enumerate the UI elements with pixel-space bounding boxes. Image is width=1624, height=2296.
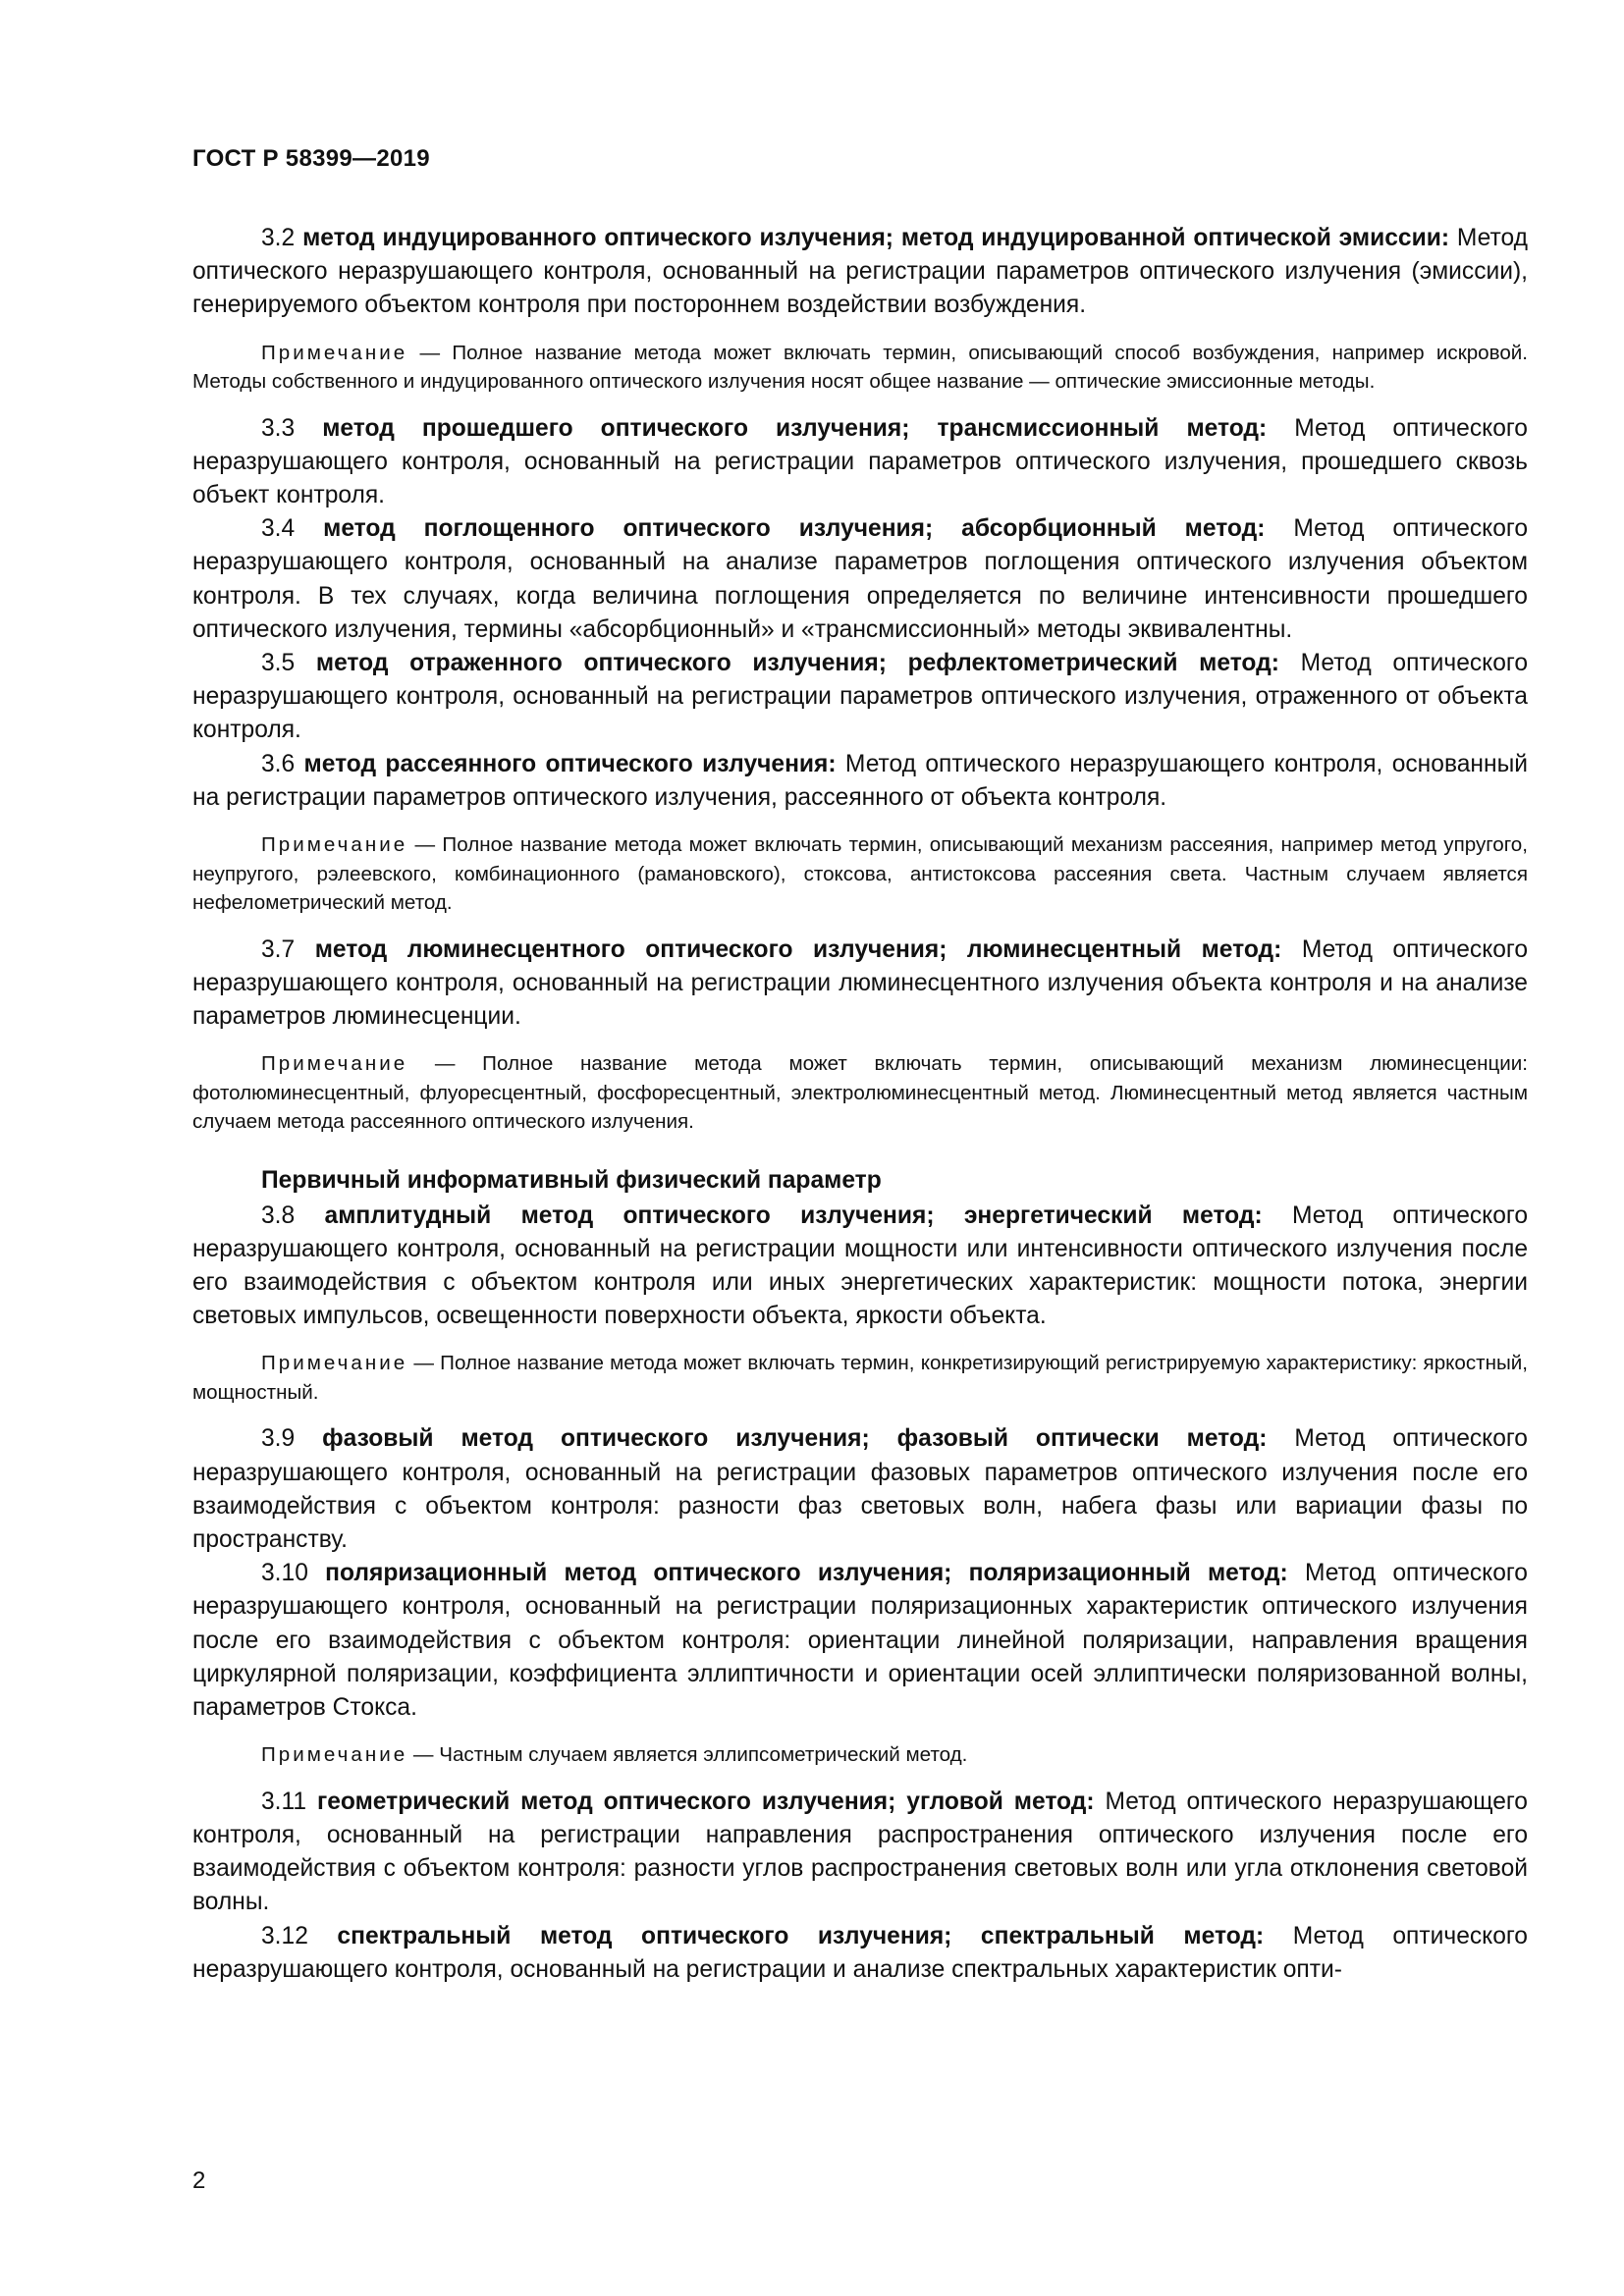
- term-entry-3-5: [192, 647, 1528, 748]
- term-number: 3.12: [261, 1922, 308, 1949]
- term-title: метод люминесцентного оптического излучения; люминесцентный метод:: [314, 935, 1282, 963]
- note-3-6: Примечание — Полное название метода может включать термин, описывающий механизм рассеяния, например метод упругого, неупругого, рэлеевского, комбинационного (рамановского), стоксова, антистоксова рассеяния света. Частным случаем является нефелометрический метод.: [192, 833, 1528, 915]
- term-definition: Метод оптического неразрушающего контроля, основанный на регистрации фазовых параметров оптического излучения после его взаимодействия с объектом контроля: разности фаз световых волн, набега фазы или вариации фазы по пространству.: [192, 1425, 1528, 1554]
- term-number: 3.7: [261, 935, 296, 963]
- term-number: 3.10: [261, 1560, 308, 1587]
- term-entry-3-3: [192, 412, 1528, 513]
- note-label: Примечание: [261, 1743, 408, 1767]
- term-entry-3-7: [192, 934, 1528, 1035]
- term-entry-3-8: [192, 1200, 1528, 1334]
- term-entry-3-4: [192, 512, 1528, 647]
- term-number: 3.9: [261, 1425, 296, 1453]
- term-title: фазовый метод оптического излучения; фазовый оптически метод:: [322, 1425, 1268, 1453]
- term-entry-3-6: [192, 748, 1528, 815]
- term-number: 3.11: [261, 1788, 307, 1815]
- term-definition: Метод оптического неразрушающего контроля, основанный на регистрации мощности или интенсивности оптического излучения после его взаимодействия с объектом контроля или иных энергетических характеристик: мощности потока, энергии световых импульсов, освещенности поверхности объекта, яркости объекта.: [192, 1201, 1529, 1330]
- term-entry-3-11: [192, 1786, 1528, 1920]
- note-label: Примечание: [261, 833, 408, 857]
- document-body: [192, 222, 1528, 1987]
- note-3-10: Примечание — Частным случаем является эллипсометрический метод.: [261, 1743, 968, 1767]
- term-number: 3.8: [261, 1201, 296, 1229]
- term-title: метод рассеянного оптического излучения:: [303, 750, 837, 777]
- note-text: Полное название метода может включать термин, описывающий механизм люминесценции: фотолюминесцентный, флуоресцентный, фосфоресцентный, электролюминесцентный метод. Люминесцентный метод является частным случаем метода рассеянного оптического излучения.: [192, 1052, 1528, 1134]
- term-title: метод отраженного оптического излучения; рефлектометрический метод:: [315, 650, 1279, 677]
- note-label: Примечание: [261, 1052, 408, 1076]
- term-definition: Метод оптического неразрушающего контроля, основанный на регистрации параметров оптического излучения, отраженного от объекта контроля.: [192, 650, 1529, 744]
- term-definition: Метод оптического неразрушающего контроля, основанный на регистрации поляризационных характеристик оптического излучения после его взаимодействия с объектом контроля: ориентации линейной поляризации, направления вращения циркулярной поляризации, коэффициента эллиптичности и ориентации осей эллиптически поляризованной волны, параметров Стокса.: [192, 1560, 1528, 1722]
- term-definition: Метод оптического неразрушающего контроля, основанный на регистрации параметров оптического излучения (эмиссии), генерируемого объектом контроля при постороннем воздействии возбуждения.: [192, 225, 1528, 319]
- term-title: метод индуцированного оптического излучения; метод индуцированной оптической эмиссии:: [302, 225, 1450, 251]
- note-3-8: Примечание — Полное название метода может включать термин, конкретизирующий регистрируемую характеристику: яркостный, мощностный.: [192, 1352, 1528, 1404]
- term-title: геометрический метод оптического излучения; угловой метод:: [316, 1788, 1095, 1815]
- term-title: поляризационный метод оптического излучения; поляризационный метод:: [325, 1560, 1288, 1587]
- term-definition: Метод оптического неразрушающего контроля, основанный на регистрации параметров оптического излучения, рассеянного от объекта контроля.: [192, 750, 1528, 811]
- term-number: 3.5: [261, 650, 296, 677]
- note-text: Полное название метода может включать термин, конкретизирующий регистрируемую характеристику: яркостный, мощностный.: [192, 1352, 1528, 1404]
- note-3-7: Примечание — Полное название метода может включать термин, описывающий механизм люминесценции: фотолюминесцентный, флуоресцентный, фосфоресцентный, электролюминесцентный метод. Люминесцентный метод является частным случаем метода рассеянного оптического излучения.: [192, 1052, 1528, 1134]
- term-entry-3-12: [192, 1920, 1528, 1987]
- note-text: Полное название метода может включать термин, описывающий механизм рассеяния, например метод упругого, неупругого, рэлеевского, комбинационного (рамановского), стоксова, антистоксова рассеяния света. Частным случаем является нефелометрический метод.: [192, 833, 1528, 915]
- term-entry-3-9: [192, 1422, 1528, 1557]
- term-title: спектральный метод оптического излучения; спектральный метод:: [337, 1922, 1265, 1949]
- term-title: метод поглощенного оптического излучения; абсорбционный метод:: [323, 515, 1266, 543]
- term-definition: Метод оптического неразрушающего контроля, основанный на регистрации люминесцентного излучения объекта контроля и на анализе параметров люминесценции.: [192, 935, 1529, 1030]
- term-number: 3.6: [261, 750, 296, 777]
- term-entry-3-10: [192, 1557, 1528, 1725]
- note-label: Примечание: [261, 341, 408, 364]
- term-entry-3-2: [192, 222, 1528, 323]
- term-title: метод прошедшего оптического излучения; трансмиссионный метод:: [322, 414, 1268, 442]
- note-text: Частным случаем является эллипсометрический метод.: [439, 1743, 968, 1767]
- term-definition: Метод оптического неразрушающего контроля, основанный на анализе параметров поглощения оптического излучения объектом контроля. В тех случаях, когда величина поглощения определяется по величине интенсивности прошедшего оптического излучения, термины «абсорбционный» и «трансмиссионный» методы эквивалентны.: [192, 515, 1528, 643]
- page-number: 2: [192, 2167, 206, 2194]
- term-definition: Метод оптического неразрушающего контроля, основанный на регистрации параметров оптического излучения, прошедшего сквозь объект контроля.: [192, 414, 1528, 509]
- term-number: 3.2: [261, 225, 296, 251]
- term-definition: Метод оптического неразрушающего контроля, основанный на регистрации и анализе спектральных характеристик опти-: [192, 1922, 1528, 1983]
- note-3-2: Примечание — Полное название метода может включать термин, описывающий способ возбуждения, например искровой. Методы собственного и индуцированного оптического излучения носят общее название — оптические эмиссионные методы.: [192, 341, 1528, 394]
- term-title: амплитудный метод оптического излучения; энергетический метод:: [324, 1201, 1263, 1229]
- document-header: ГОСТ Р 58399—2019: [192, 145, 430, 172]
- note-label: Примечание: [261, 1352, 408, 1375]
- term-number: 3.4: [261, 515, 296, 543]
- note-text: Полное название метода может включать термин, описывающий способ возбуждения, например искровой. Методы собственного и индуцированного оптического излучения носят общее название — оптические эмиссионные методы.: [192, 341, 1528, 394]
- term-number: 3.3: [261, 414, 296, 442]
- section-subheading: Первичный информативный физический параметр: [261, 1166, 882, 1194]
- term-definition: Метод оптического неразрушающего контроля, основанный на регистрации направления распространения оптического излучения после его взаимодействия с объектом контроля: разности углов распространения световых волн или угла отклонения световой волны.: [192, 1788, 1528, 1916]
